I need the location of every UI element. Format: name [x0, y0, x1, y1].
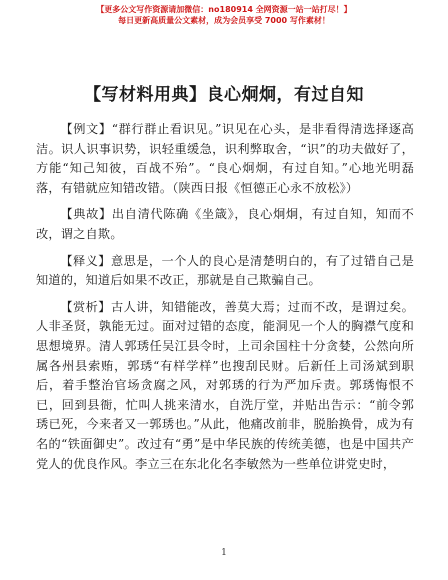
header-banner: [0, 4, 448, 26]
page-number: 1: [221, 548, 227, 558]
paragraph-appreciation: 【赏析】古人讲，知错能改，善莫大焉；过而不改，是谓过矣。人非圣贤，孰能无过。面对过错的态度，能洞见一个人的胸襟气度和思想境界。清人郭琇任吴江县令时，上司余国柱十分贪婪，公然向所属各州县索贿，郭琇“有样学样”也搜刮民财。后新任上司汤斌到职后，着手整治官场贪腐之风，对郭琇的行为严加斥责。郭琇悔恨不已，回到县衙，忙叫人挑来清水，自洗厅堂，并贴出告示：“前令郭琇已死，今来者又一郭琇也。”从此，他痛改前非，脱胎换骨，成为有名的“铁面御史”。改过有“勇”是中华民族的传统美德，也是中国共产党人的优良作风。李立三在东北化名李敏然为一些单位讲党史时，: [36, 299, 414, 471]
banner-line-2: 每日更新高质量公文素材，成为会员享受 7000 写作素材！: [118, 16, 330, 25]
paragraph-allusion: 【典故】出自清代陈确《坐箴》，良心炯炯，有过自知，知而不改，谓之自欺。: [36, 207, 414, 241]
paragraph-interpretation: 【释义】意思是，一个人的良心是清楚明白的，有了过错自己是知道的，知道后如果不改正，那就是自己欺骗自己。: [36, 253, 414, 288]
document-body: [36, 120, 414, 481]
paragraph-example: 【例文】“群行群止看识见。”识见在心头，是非看得清选择逐高洁。识人识事识势，识轻重缓急，识利弊取舍，“识”的功夫做好了，方能“知己知彼，百战不殆”。“良心炯炯，有过自知。”心地光明磊落，有错就应知错改错。（陕西日报《恒德正心永不放松》）: [36, 122, 414, 195]
banner-line-1: 【更多公文写作资源请加微信：no180914 全网资源一站一站打尽！】: [96, 5, 352, 14]
document-title: 【写材料用典】良心炯炯，有过自知: [84, 85, 364, 105]
